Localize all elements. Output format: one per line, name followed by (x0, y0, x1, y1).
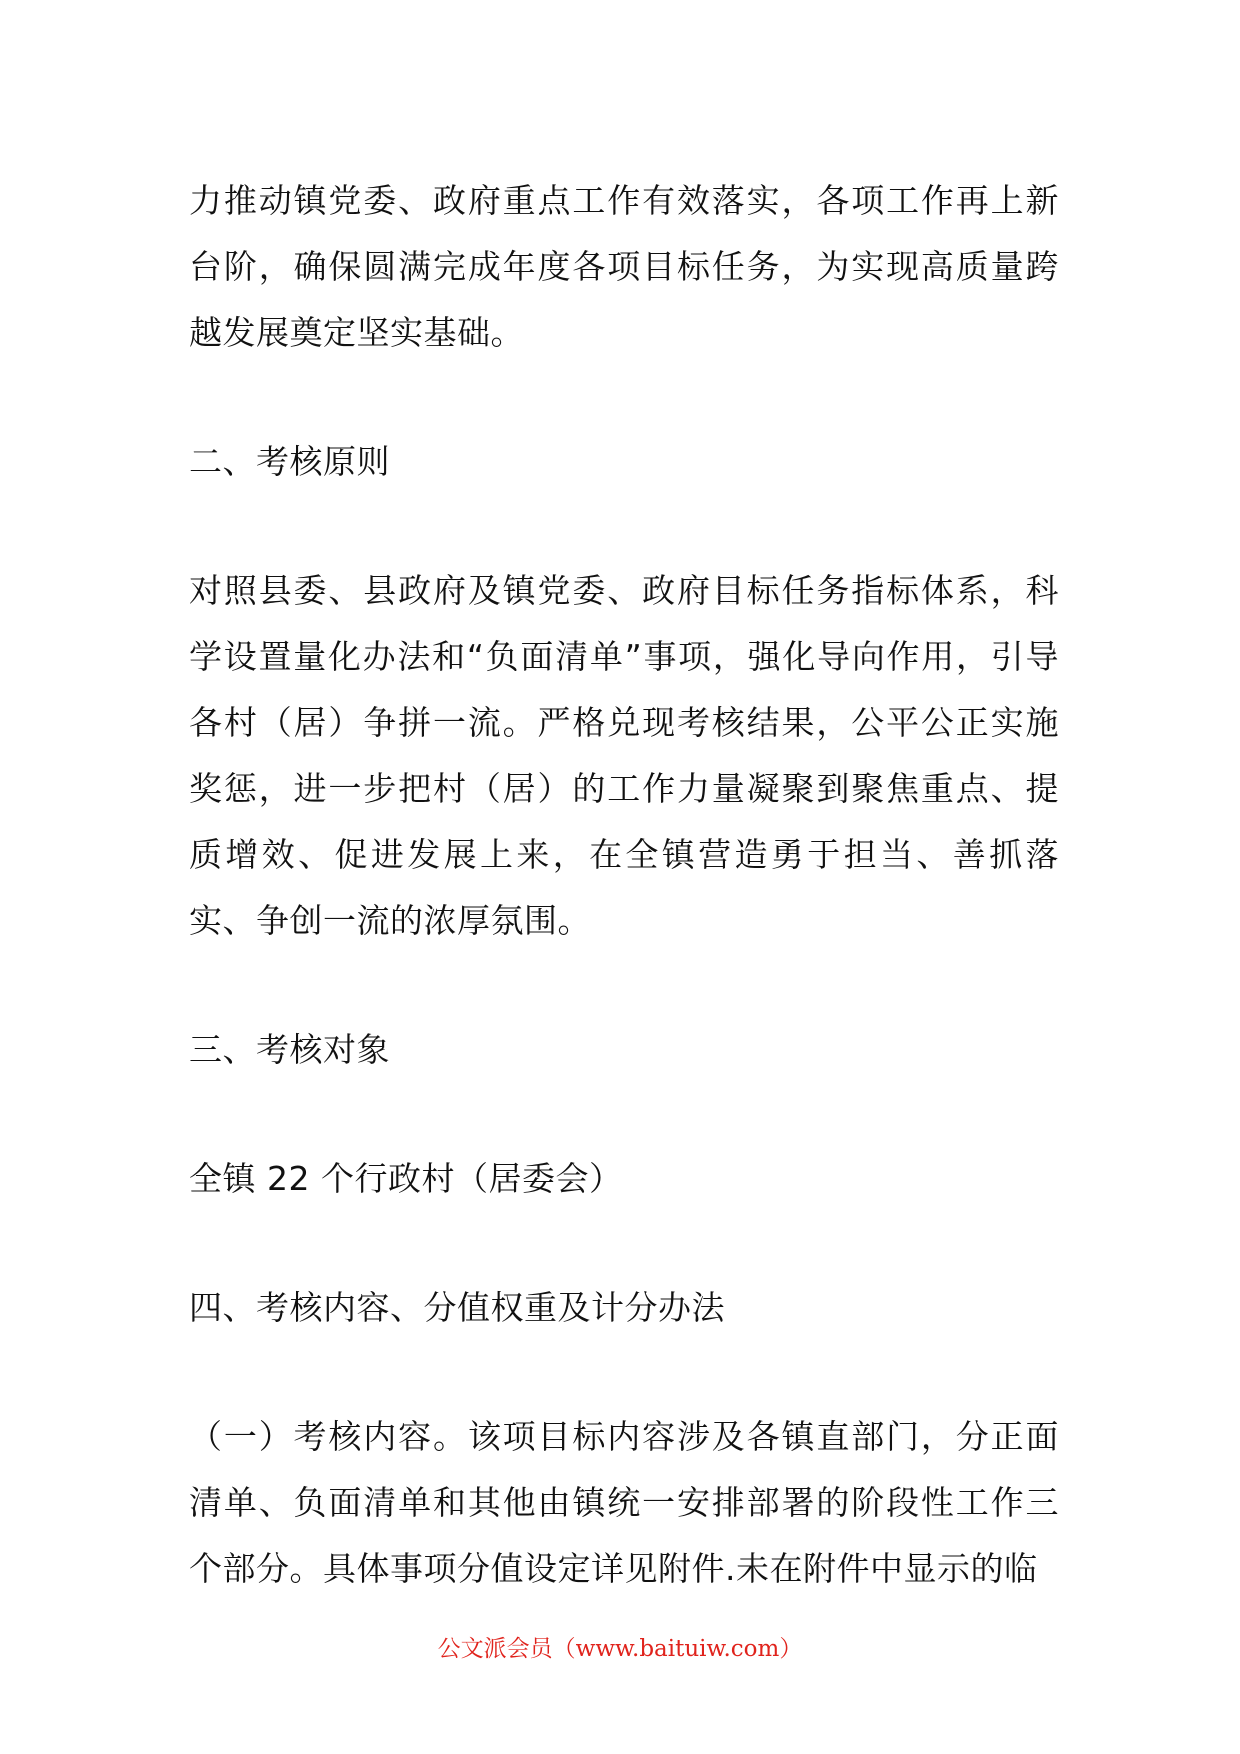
footer-watermark-link[interactable]: 公文派会员（www.baituiw.com） (437, 1636, 803, 1662)
paragraph-content: （一）考核内容。该项目标内容涉及各镇直部门，分正面清单、负面清单和其他由镇统一安排部署的阶段性工作三个部分。具体事项分值设定详见附件.未在附件中显示的临 (189, 1417, 1059, 1588)
paragraph-principles: 对照县委、县政府及镇党委、政府目标任务指标体系，科学设置量化办法和“负面清单”事项，强化导向作用，引导各村（居）争拼一流。严格兑现考核结果，公平公正实施奖惩，进一步把村（居）的工作力量凝聚到聚焦重点、提质增效、促进发展上来，在全镇营造勇于担当、善抓落实、争创一流的浓厚氛围。 (189, 571, 1059, 940)
section-heading-content: 四、考核内容、分值权重及计分办法 (189, 1288, 725, 1327)
document-body (189, 168, 1059, 1665)
section-heading-principles: 二、考核原则 (189, 442, 390, 481)
paragraph-intro: 力推动镇党委、政府重点工作有效落实，各项工作再上新台阶，确保圆满完成年度各项目标任务，为实现高质量跨越发展奠定坚实基础。 (189, 181, 1059, 352)
section-heading-objects: 三、考核对象 (189, 1030, 390, 1069)
paragraph-objects: 全镇 22 个行政村（居委会） (189, 1159, 623, 1198)
